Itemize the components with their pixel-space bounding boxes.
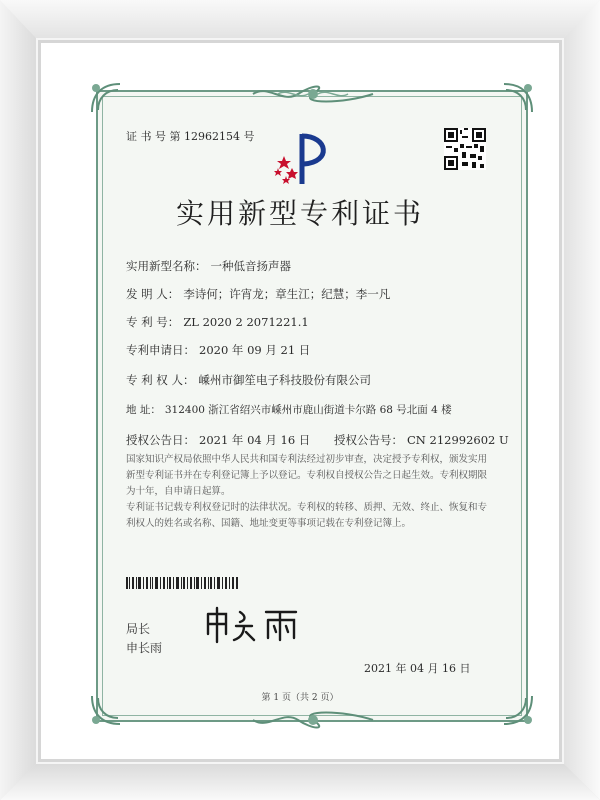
field-label: 授权公告号： [334, 433, 403, 447]
frame-bevel-bottom [0, 762, 600, 800]
handwritten-signature [200, 604, 310, 644]
frame-bevel-right [562, 0, 600, 800]
frame-bevel-top [0, 0, 600, 40]
field-label: 专 利 号： [126, 315, 180, 329]
field-label: 实用新型名称： [126, 259, 207, 273]
page-number: 第 1 页（共 2 页） [261, 693, 339, 703]
field-value: 312400 浙江省绍兴市嵊州市鹿山街道卡尔路 68 号北面 4 楼 [164, 404, 452, 416]
cnipa-emblem-icon [270, 128, 340, 190]
field-inventors [126, 286, 390, 302]
corner-ornament-tr [500, 80, 536, 116]
field-address [126, 402, 452, 417]
certificate-paragraph-register: 专利证书记载专利权登记时的法律状况。专利权的转移、质押、无效、终止、恢复和专利权人的姓名或名称、国籍、地址变更等事项记载在专利登记簿上。 [126, 502, 488, 529]
field-value: ZL 2020 2 2071221.1 [183, 315, 309, 329]
certificate-number: 证 书 号 第 12962154 号 [126, 130, 255, 143]
field-utility-model-name [126, 258, 291, 274]
certificate-paragraph-grant: 国家知识产权局依照中华人民共和国专利法经过初步审查，决定授予专利权，颁发实用新型专利证书并在专利登记簿上予以登记。专利权自授权公告之日起生效。专利权期限为十年，自申请日起算。 [126, 454, 488, 497]
field-value: 嵊州市御笙电子科技股份有限公司 [198, 373, 371, 387]
field-value: 李诗何；许宵龙；章生江；纪慧；李一凡 [183, 287, 391, 301]
signed-date: 2021 年 04 月 16 日 [364, 662, 471, 675]
field-grant-date [126, 432, 310, 448]
barcode [126, 574, 238, 586]
field-label: 地 址： [126, 404, 161, 416]
field-grant-number [334, 432, 509, 448]
field-application-date [126, 342, 310, 358]
field-value: 2020 年 09 月 21 日 [199, 343, 311, 357]
frame-bevel-left [0, 0, 38, 800]
director-name: 申长雨 [126, 641, 163, 655]
field-label: 专 利 权 人： [126, 373, 195, 387]
corner-ornament-tl [88, 80, 124, 116]
field-patentee [126, 372, 371, 388]
top-ornament [248, 84, 378, 104]
certificate-title: 实用新型专利证书 [175, 197, 424, 230]
qr-code [444, 128, 486, 170]
field-patent-number [126, 314, 309, 330]
field-label: 授权公告日： [126, 433, 195, 447]
field-value: 一种低音扬声器 [210, 259, 291, 273]
field-label: 专利申请日： [126, 343, 195, 357]
director-title: 局长 [126, 622, 151, 636]
field-label: 发 明 人： [126, 287, 180, 301]
field-value: CN 212992602 U [407, 433, 509, 447]
bottom-ornament [248, 710, 378, 730]
field-value: 2021 年 04 月 16 日 [199, 433, 311, 447]
